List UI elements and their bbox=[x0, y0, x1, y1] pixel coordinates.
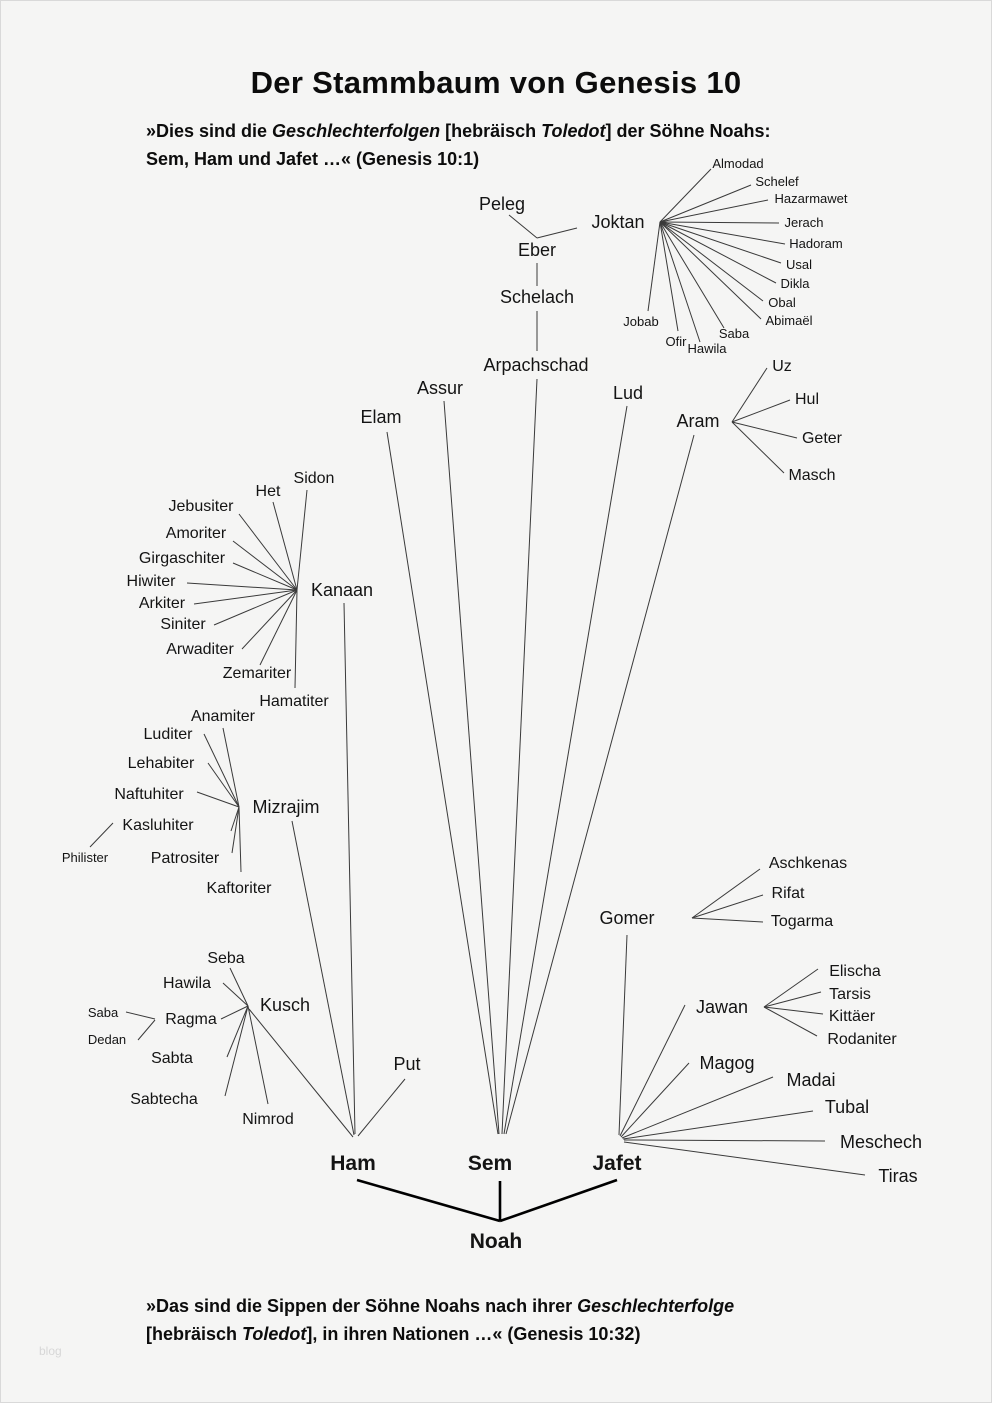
tree-node-hul: Hul bbox=[794, 391, 820, 408]
tree-edge bbox=[624, 1142, 865, 1175]
tree-node-sabtecha: Sabtecha bbox=[130, 1091, 198, 1108]
tree-node-sidon: Sidon bbox=[293, 470, 335, 487]
tree-edge bbox=[660, 222, 678, 331]
tree-edge bbox=[126, 1012, 155, 1019]
tree-node-aram: Aram bbox=[676, 411, 720, 431]
tree-svg bbox=[1, 1, 992, 1403]
bottom-quote-text: »Das sind die Sippen der Söhne Noahs nach ihrer bbox=[146, 1296, 578, 1316]
tree-node-jafet: Jafet bbox=[592, 1152, 642, 1175]
tree-edge bbox=[732, 422, 797, 438]
tree-node-dedan: Dedan bbox=[87, 1032, 127, 1047]
tree-edge bbox=[660, 200, 768, 222]
tree-node-hadoram: Hadoram bbox=[789, 236, 843, 251]
top-quote-text: ] der Söhne Noahs: bbox=[605, 121, 771, 141]
tree-node-tubal: Tubal bbox=[824, 1097, 870, 1117]
tree-edge bbox=[230, 968, 248, 1006]
tree-node-elam: Elam bbox=[360, 407, 402, 427]
tree-node-abimael: Abimaël bbox=[765, 313, 813, 328]
tree-edge bbox=[387, 432, 498, 1134]
top-quote-text: [hebräisch bbox=[440, 121, 542, 141]
tree-node-kusch: Kusch bbox=[259, 995, 311, 1015]
tree-node-hazarmawet: Hazarmawet bbox=[774, 191, 848, 206]
tree-edge bbox=[187, 583, 297, 590]
tree-edge bbox=[231, 807, 239, 831]
tree-edge bbox=[509, 215, 537, 238]
tree-node-anamiter: Anamiter bbox=[190, 708, 256, 725]
tree-edge bbox=[502, 379, 537, 1134]
tree-edge bbox=[90, 823, 113, 847]
tree-node-almodad: Almodad bbox=[712, 156, 764, 171]
tree-edge bbox=[732, 422, 784, 473]
tree-node-lehabiter: Lehabiter bbox=[127, 755, 195, 772]
tree-edge bbox=[732, 368, 767, 422]
tree-node-joktan: Joktan bbox=[591, 212, 645, 232]
tree-node-hawila-joktan: Hawila bbox=[687, 341, 727, 356]
bottom-quote bbox=[146, 1292, 866, 1348]
tree-node-jebusiter: Jebusiter bbox=[168, 498, 234, 515]
bottom-quote-italic-geschlechterfolge: Geschlechterfolge bbox=[577, 1296, 735, 1316]
tree-edge bbox=[138, 1020, 155, 1040]
top-quote-line2: Sem, Ham und Jafet …« (Genesis 10:1) bbox=[146, 149, 480, 169]
tree-edge bbox=[660, 185, 751, 222]
bottom-quote-italic-toledot: Toledot bbox=[242, 1324, 307, 1344]
bottom-quote-text: [hebräisch bbox=[146, 1324, 243, 1344]
tree-edge bbox=[660, 222, 781, 263]
tree-edge-bold bbox=[500, 1180, 617, 1221]
tree-node-lud: Lud bbox=[612, 383, 644, 403]
tree-node-kanaan: Kanaan bbox=[310, 580, 374, 600]
tree-edge bbox=[660, 222, 763, 301]
tree-edge bbox=[295, 590, 297, 688]
tree-node-seba: Seba bbox=[207, 950, 245, 967]
tree-edge bbox=[623, 1111, 813, 1139]
tree-node-girgaschiter: Girgaschiter bbox=[138, 550, 226, 567]
tree-node-arpachschad: Arpachschad bbox=[483, 355, 589, 375]
tree-node-ragma: Ragma bbox=[165, 1011, 217, 1028]
tree-edge bbox=[619, 935, 627, 1135]
tree-node-peleg: Peleg bbox=[478, 194, 526, 214]
tree-edge bbox=[537, 228, 577, 238]
tree-node-siniter: Siniter bbox=[160, 616, 206, 633]
tree-node-dikla: Dikla bbox=[780, 276, 810, 291]
tree-node-het: Het bbox=[255, 483, 281, 500]
tree-edge bbox=[358, 1079, 405, 1136]
tree-edge bbox=[297, 490, 307, 590]
tree-edge bbox=[504, 406, 627, 1134]
tree-edge bbox=[292, 821, 354, 1135]
tree-node-schelach: Schelach bbox=[499, 287, 575, 307]
tree-node-noah: Noah bbox=[469, 1230, 523, 1253]
tree-node-jobab: Jobab bbox=[623, 314, 659, 329]
bottom-quote-text: ], in ihren Nationen …« (Genesis 10:32) bbox=[306, 1324, 641, 1344]
tree-node-togarma: Togarma bbox=[770, 913, 834, 930]
tree-edge bbox=[660, 222, 761, 319]
tree-edge bbox=[232, 807, 239, 853]
bottom-quote-line2 bbox=[146, 1320, 866, 1348]
tree-node-amoriter: Amoriter bbox=[165, 525, 227, 542]
tree-node-hawila-kusch: Hawila bbox=[162, 975, 212, 992]
tree-node-magog: Magog bbox=[699, 1053, 755, 1073]
tree-edge bbox=[227, 1006, 248, 1057]
tree-node-aschkenas: Aschkenas bbox=[768, 855, 848, 872]
tree-node-kaftoriter: Kaftoriter bbox=[206, 880, 272, 897]
tree-node-put: Put bbox=[393, 1054, 421, 1074]
tree-edge bbox=[660, 222, 724, 328]
tree-node-meschech: Meschech bbox=[839, 1132, 923, 1152]
tree-node-patrositer: Patrositer bbox=[150, 850, 220, 867]
tree-node-hamatiter: Hamatiter bbox=[259, 693, 329, 710]
tree-node-jerach: Jerach bbox=[784, 215, 824, 230]
tree-edge bbox=[225, 1006, 248, 1096]
tree-edge bbox=[621, 1063, 689, 1137]
tree-node-saba-joktan: Saba bbox=[718, 326, 750, 341]
tree-edge bbox=[344, 603, 355, 1134]
top-quote-italic-geschlechterfolgen: Geschlechterfolgen bbox=[272, 121, 441, 141]
tree-node-saba-ragma: Saba bbox=[87, 1005, 119, 1020]
tree-edge bbox=[506, 435, 694, 1134]
tree-edge bbox=[732, 400, 790, 422]
tree-edge bbox=[444, 401, 499, 1134]
tree-node-elischa: Elischa bbox=[829, 963, 881, 980]
tree-node-madai: Madai bbox=[786, 1070, 836, 1090]
tree-node-mizrajim: Mizrajim bbox=[252, 797, 320, 817]
tree-node-zemariter: Zemariter bbox=[222, 665, 292, 682]
tree-node-tarsis: Tarsis bbox=[829, 986, 871, 1003]
tree-edge-bold bbox=[357, 1180, 500, 1221]
tree-edge bbox=[764, 1007, 817, 1036]
tree-edge bbox=[660, 169, 711, 222]
tree-edge bbox=[660, 222, 779, 223]
tree-node-luditer: Luditer bbox=[143, 726, 193, 743]
tree-edge bbox=[764, 992, 821, 1007]
tree-node-ofir: Ofir bbox=[665, 334, 687, 349]
tree-node-philister: Philister bbox=[61, 850, 109, 865]
tree-edge bbox=[239, 807, 241, 872]
tree-edge bbox=[273, 502, 297, 590]
tree-node-geter: Geter bbox=[801, 430, 843, 447]
tree-node-tiras: Tiras bbox=[878, 1166, 918, 1186]
tree-edge bbox=[648, 222, 660, 311]
page-title: Der Stammbaum von Genesis 10 bbox=[250, 65, 742, 100]
tree-node-rodaniter: Rodaniter bbox=[827, 1031, 897, 1048]
tree-node-jawan: Jawan bbox=[695, 997, 749, 1017]
tree-node-masch: Masch bbox=[788, 467, 836, 484]
tree-node-naftuhiter: Naftuhiter bbox=[114, 786, 184, 803]
tree-node-arwaditer: Arwaditer bbox=[166, 641, 234, 658]
top-quote-text: »Dies sind die bbox=[146, 121, 273, 141]
tree-node-gomer: Gomer bbox=[599, 908, 655, 928]
tree-node-sem: Sem bbox=[467, 1152, 513, 1175]
tree-edge bbox=[692, 918, 763, 922]
tree-edge bbox=[233, 563, 297, 590]
tree-edge bbox=[764, 1007, 823, 1014]
bottom-quote-line1 bbox=[146, 1292, 866, 1320]
top-quote-italic-toledot: Toledot bbox=[541, 121, 606, 141]
tree-edge bbox=[260, 590, 297, 665]
tree-node-rifat: Rifat bbox=[771, 885, 805, 902]
tree-node-assur: Assur bbox=[416, 378, 464, 398]
tree-node-usal: Usal bbox=[785, 257, 813, 272]
tree-node-schelef: Schelef bbox=[755, 174, 799, 189]
tree-node-sabta: Sabta bbox=[151, 1050, 193, 1067]
tree-node-arkiter: Arkiter bbox=[138, 595, 186, 612]
tree-node-obal: Obal bbox=[768, 295, 796, 310]
tree-edge bbox=[692, 895, 763, 918]
tree-edge bbox=[242, 590, 297, 649]
tree-node-hiwiter: Hiwiter bbox=[126, 573, 176, 590]
tree-edge bbox=[624, 1140, 825, 1141]
tree-node-eber: Eber bbox=[517, 240, 557, 260]
tree-node-nimrod: Nimrod bbox=[242, 1111, 294, 1128]
tree-node-uz: Uz bbox=[772, 358, 792, 375]
tree-edge bbox=[223, 983, 248, 1006]
tree-edge bbox=[764, 969, 818, 1007]
blog-watermark: blog bbox=[39, 1344, 62, 1358]
tree-node-kasluhiter: Kasluhiter bbox=[122, 817, 194, 834]
tree-edge bbox=[692, 869, 760, 918]
tree-node-kittaer: Kittäer bbox=[828, 1008, 876, 1025]
tree-node-ham: Ham bbox=[330, 1152, 376, 1175]
